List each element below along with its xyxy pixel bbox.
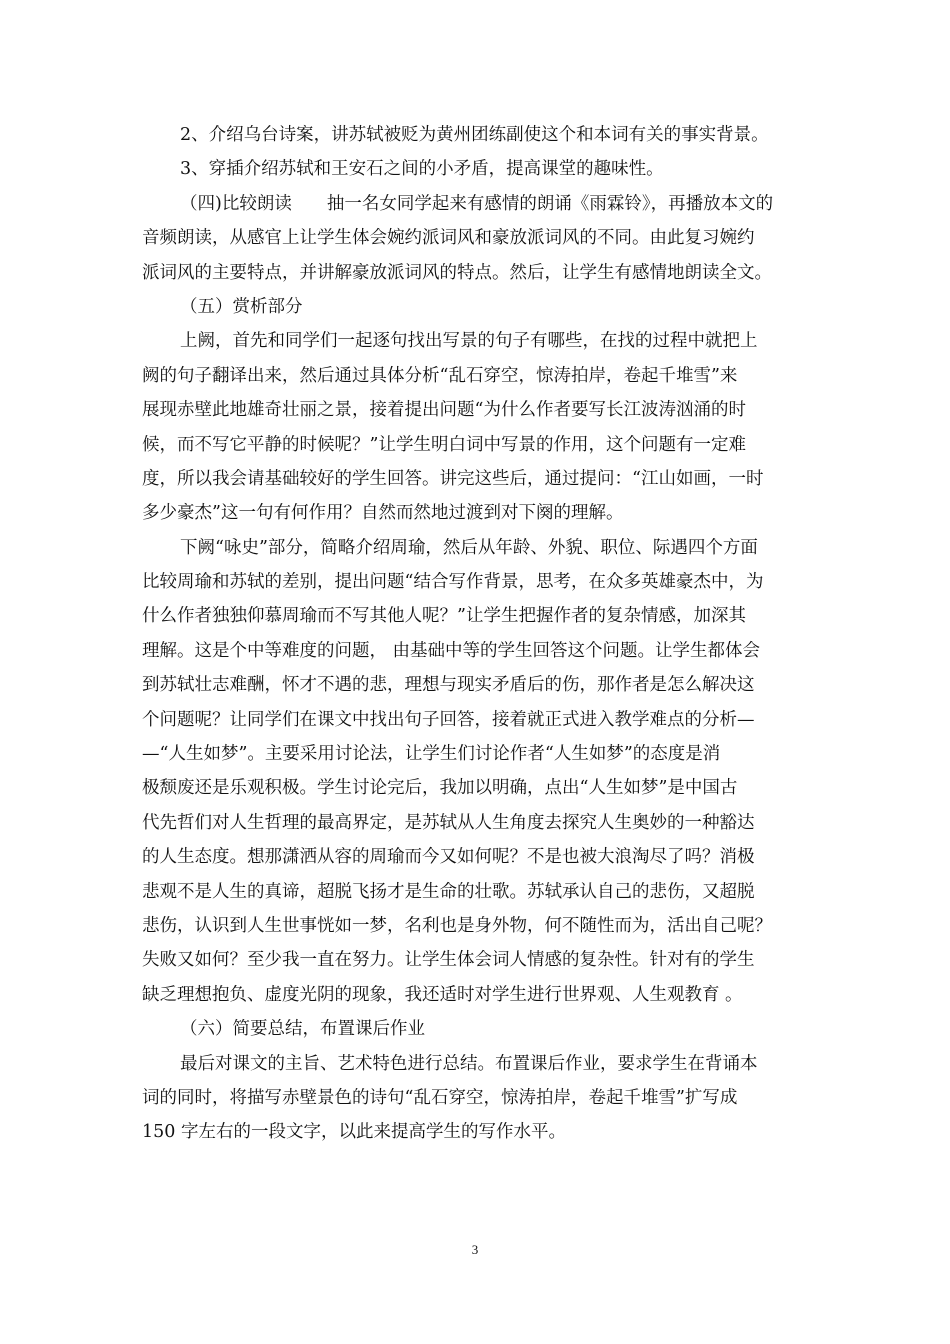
text-line: 展现赤壁此地雄奇壮丽之景，接着提出问题“为什么作者要写长江波涛汹涌的时 [142, 400, 746, 421]
text-line: 个问题呢？让同学们在课文中找出句子回答，接着就正式进入教学难点的分析— [142, 709, 755, 730]
text-line: 理解。这是个中等难度的问题， 由基础中等的学生回答这个问题。让学生都体会 [142, 640, 761, 661]
text-line: 缺乏理想抱负、虚度光阴的现象，我还适时对学生进行世界观、人生观教育 。 [142, 984, 743, 1005]
text-line: 词的同时，将描写赤壁景色的诗句“乱石穿空，惊涛拍岸，卷起千堆雪”扩写成 [142, 1087, 738, 1108]
text-line: 什么作者独独仰慕周瑜而不写其他人呢？”让学生把握作者的复杂情感，加深其 [142, 606, 746, 627]
text-line: 派词风的主要特点，并讲解豪放派词风的特点。然后，让学生有感情地朗读全文。 [142, 262, 772, 283]
text-line: 150 字左右的一段文字，以此来提高学生的写作水平。 [142, 1122, 566, 1143]
text-line: 悲伤，认识到人生世事恍如一梦，名利也是身外物，何不随性而为，活出自己呢？ [142, 915, 772, 936]
text-line: 多少豪杰”这一句有何作用？自然而然地过渡到对下阕的理解。 [142, 503, 624, 524]
text-line: 最后对课文的主旨、艺术特色进行总结。布置课后作业，要求学生在背诵本 [180, 1053, 758, 1074]
text-line: 下阙“咏史”部分，简略介绍周瑜，然后从年龄、外貌、职位、际遇四个方面 [180, 537, 758, 558]
text-line: 的人生态度。想那潇洒从容的周瑜而今又如何呢？不是也被大浪淘尽了吗？消极 [142, 847, 755, 868]
text-line: 上阙，首先和同学们一起逐句找出写景的句子有哪些，在找的过程中就把上 [180, 331, 758, 352]
text-line: 失败又如何？至少我一直在努力。让学生体会词人情感的复杂性。针对有的学生 [142, 950, 755, 971]
page-number: 3 [471, 1242, 479, 1257]
text-line: 极颓废还是乐观积极。学生讨论完后，我加以明确，点出“人生如梦”是中国古 [142, 778, 738, 799]
text-line: —“人生如梦”。主要采用讨论法，让学生们讨论作者“人生如梦”的态度是消 [142, 744, 721, 765]
text-line: 代先哲们对人生哲理的最高界定，是苏轼从人生角度去探究人生奥妙的一种豁达 [142, 812, 755, 833]
text-line: 阙的句子翻译出来，然后通过具体分析“乱石穿空，惊涛拍岸，卷起千堆雪”来 [142, 365, 738, 386]
text-line: 候，而不写它平静的时候呢？”让学生明白词中写景的作用，这个问题有一定难 [142, 434, 746, 455]
text-line: 悲观不是人生的真谛，超脱飞扬才是生命的壮歌。苏轼承认自己的悲伤，又超脱 [142, 881, 755, 902]
text-line: 度，所以我会请基础较好的学生回答。讲完这些后，通过提问：“江山如画，一时 [142, 468, 764, 489]
text-line: （六）简要总结，布置课后作业 [180, 1019, 425, 1040]
text-line: 2、介绍乌台诗案，讲苏轼被贬为黄州团练副使这个和本词有关的事实背景。 [180, 125, 769, 145]
text-line: （四)比较朗读 抽一名女同学起来有感情的朗诵《雨霖铃》，再播放本文的 [180, 193, 774, 214]
text-line: 3、穿插介绍苏轼和王安石之间的小矛盾，提高课堂的趣味性。 [180, 159, 664, 180]
text-line: 比较周瑜和苏轼的差别，提出问题“结合写作背景，思考，在众多英雄豪杰中，为 [142, 572, 764, 593]
text-line: 音频朗读，从感官上让学生体会婉约派词风和豪放派词风的不同。由此复习婉约 [142, 228, 755, 249]
text-line: （五）赏析部分 [180, 296, 303, 317]
text-line: 到苏轼壮志难酬，怀才不遇的悲，理想与现实矛盾后的伤，那作者是怎么解决这 [142, 675, 755, 696]
body-text [142, 118, 810, 1150]
